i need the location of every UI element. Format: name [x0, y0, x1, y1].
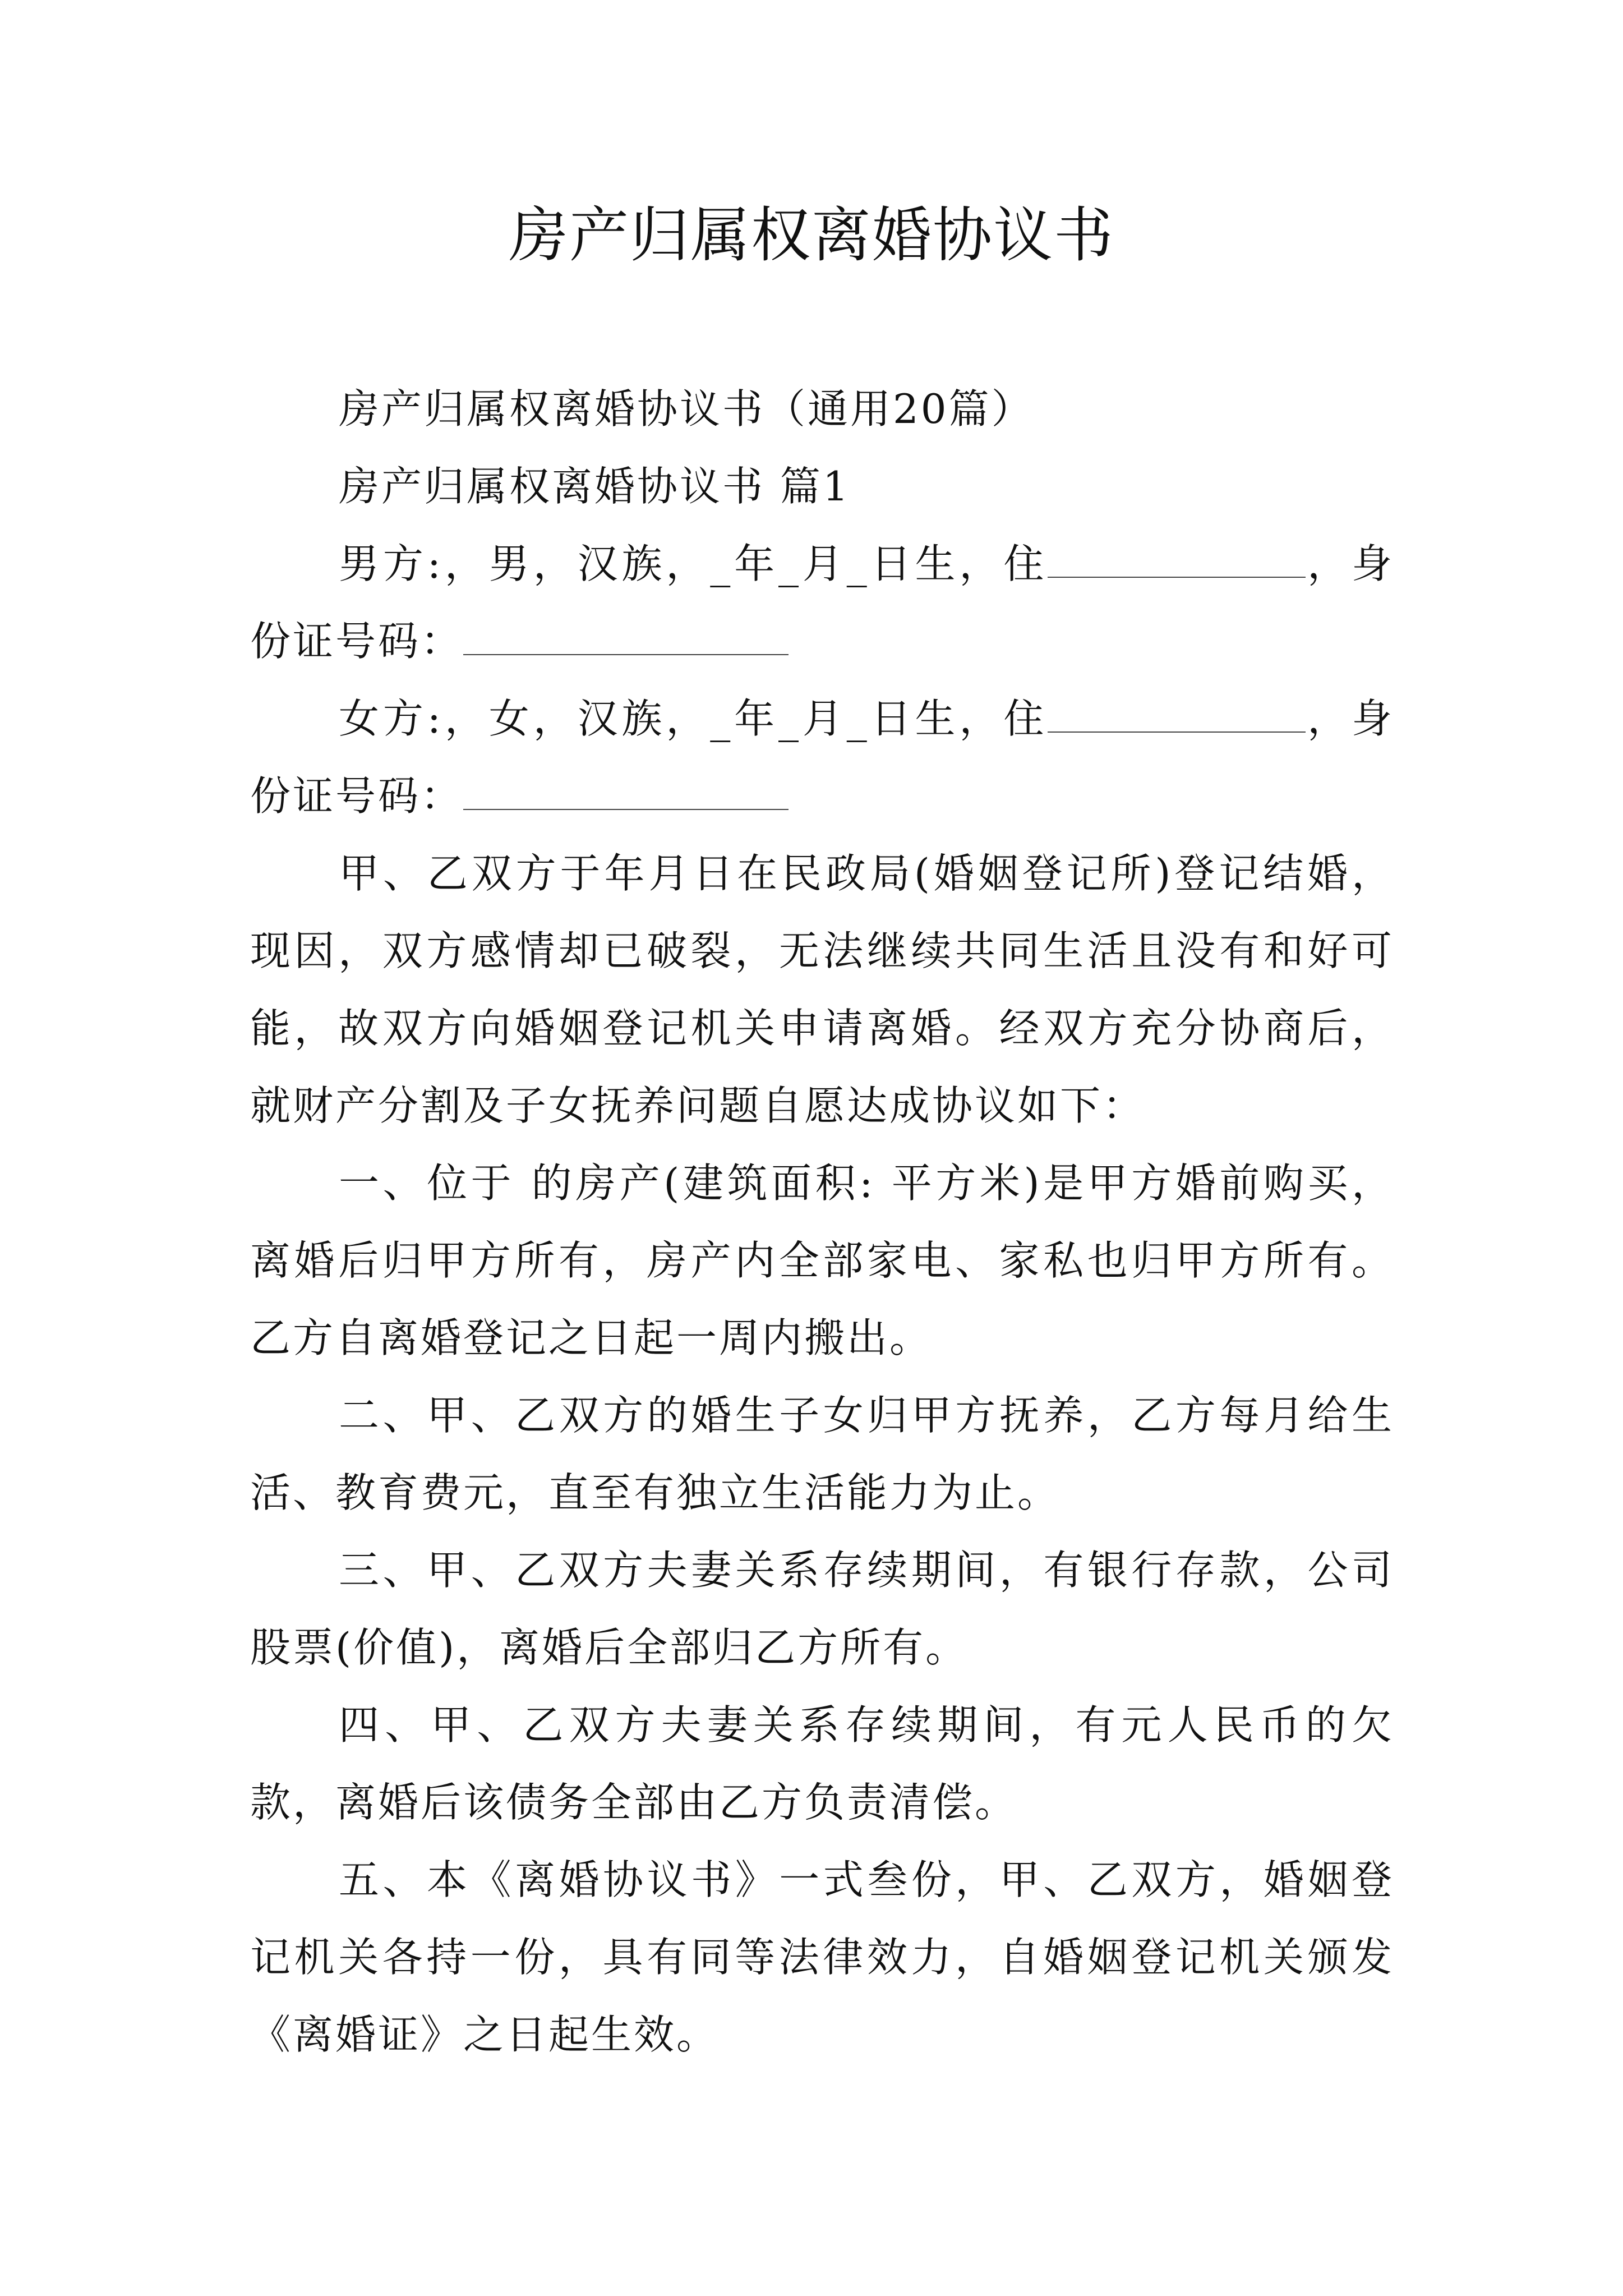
clause-effectiveness: 五、本《离婚协议书》一式叁份，甲、乙双方，婚姻登记机关各持一份，具有同等法律效力，自婚姻登记机关颁发《离婚证》之日起生效。 [250, 1856, 1394, 2058]
male-party-info [250, 525, 1394, 680]
clause-child-custody: 二、甲、乙双方的婚生子女归甲方抚养，乙方每月给生活、教育费元，直至有独立生活能力为止。 [250, 1392, 1394, 1516]
male-party-suffix: ，身份证号码： [250, 540, 1394, 665]
agreement-intro-paragraph: 甲、乙双方于年月日在民政局(婚姻登记所)登记结婚，现因，双方感情却已破裂，无法继续共同生活且没有和好可能，故双方向婚姻登记机关申请离婚。经双方充分协商后，就财产分割及子女抚养问题自愿达成协议如下： [250, 850, 1394, 1129]
clause-savings: 三、甲、乙双方夫妻关系存续期间，有银行存款，公司股票(价值)，离婚后全部归乙方所有。 [250, 1547, 1394, 1671]
document-subtitle: 房产归属权离婚协议书（通用20篇） [339, 385, 1034, 432]
id-number-blank [463, 619, 789, 655]
female-party-prefix: 女方:，女，汉族，_年_月_日生，住 [339, 695, 1048, 742]
female-party-suffix: ，身份证号码： [250, 695, 1394, 820]
document-title: 房产归属权离婚协议书 [509, 201, 1114, 270]
clause-debt: 四、甲、乙双方夫妻关系存续期间，有元人民币的欠款，离婚后该债务全部由乙方负责清偿。 [250, 1701, 1394, 1826]
female-party-info [250, 680, 1394, 835]
section-heading: 房产归属权离婚协议书 篇1 [339, 463, 851, 510]
address-blank [1048, 697, 1306, 733]
clause-property: 一、位于 的房产(建筑面积: 平方米)是甲方婚前购买，离婚后归甲方所有，房产内全部家电、家私也归甲方所有。乙方自离婚登记之日起一周内搬出。 [250, 1159, 1394, 1361]
male-party-prefix: 男方:，男，汉族，_年_月_日生，住 [339, 540, 1048, 587]
document-body [250, 370, 1394, 2073]
id-number-blank [463, 774, 789, 810]
address-blank [1048, 542, 1306, 578]
